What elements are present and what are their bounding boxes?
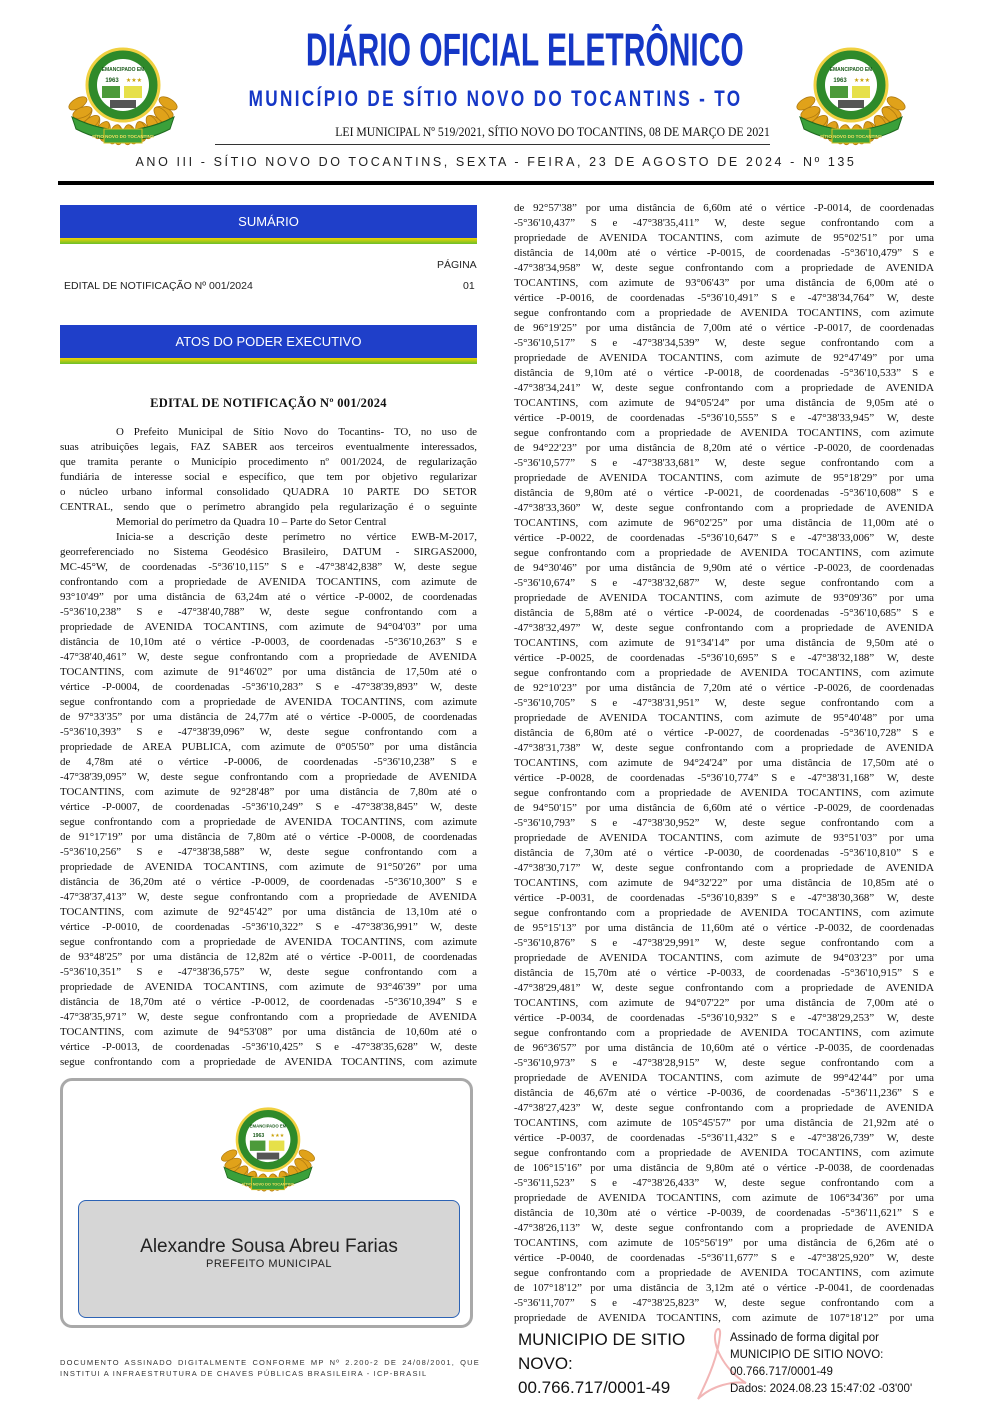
certificate-holder [518, 1328, 718, 1400]
certificate-holder-line: NOVO: [518, 1354, 573, 1373]
text-line: propriedade de AVENIDA TOCANTINS, com azimute de 107°18'12” por uma [514, 1312, 934, 1324]
text-line: distância de 46,67m até o vértice -P-0036, de coordenadas -5°36'11,236” S e [514, 1087, 934, 1099]
text-line: -47°38'26,113” W, deste segue confrontando com a propriedade de AVENIDA [514, 1222, 934, 1234]
text-line: CENTRAL, sendo que o perímetro abrangido pela regularização é o seguinte [60, 501, 477, 513]
body-column-right [514, 201, 934, 1326]
municipal-coat-of-arms-logo [212, 1088, 324, 1200]
certificate-details [730, 1330, 940, 1398]
text-line: -47°38'34,241” W, deste segue confrontando com a propriedade de AVENIDA [514, 382, 934, 394]
text-line: Inicia-se a descrição deste perímetro no vértice EWB-M-2017, [116, 531, 477, 543]
text-line: distância de 9,80m até o vértice -P-0021, de coordenadas -5°36'10,608” S e [514, 487, 934, 499]
text-line: fundiária de interesse social e específico, que tem por objetivo regularizar [60, 471, 477, 483]
text-line: segue confrontando com a propriedade de AVENIDA TOCANTINS, com azimute [60, 816, 477, 828]
text-line: distância de 10,30m até o vértice -P-0039, de coordenadas -5°36'11,621” S e [514, 1207, 934, 1219]
text-line: TOCANTINS, com azimute de 96°02'25” por uma distância de 11,00m até o [514, 517, 934, 529]
text-line: confrontando com a propriedade de AVENIDA TOCANTINS, com azimute de [60, 576, 477, 588]
text-line: -47°38'40,461” W, deste segue confrontando com a propriedade de AVENIDA [60, 651, 477, 663]
text-line: -47°38'27,423” W, deste segue confrontando com a propriedade de AVENIDA [514, 1102, 934, 1114]
certificate-detail-line: Dados: 2024.08.23 15:47:02 -03'00' [730, 1383, 913, 1395]
text-line: -47°38'31,738” W, deste segue confrontando com a propriedade de AVENIDA [514, 742, 934, 754]
signatory-role: PREFEITO MUNICIPAL [206, 1258, 332, 1270]
text-line: de 106°15'16” por uma distância de 9,80m até o vértice -P-0038, de coordenadas [514, 1162, 934, 1174]
signatory-name: Alexandre Sousa Abreu Farias [140, 1236, 398, 1257]
text-line: vértice -P-0040, de coordenadas -5°36'11,677” S e -47°38'25,920” W, deste [514, 1252, 934, 1264]
text-line: vértice -P-0010, de coordenadas -5°36'10,322” S e -47°38'36,991” W, deste [60, 921, 477, 933]
text-line: que tramita perante o Município procedimento nº 001/2024, de regularização [60, 456, 477, 468]
text-line: segue confrontando com a propriedade de AVENIDA TOCANTINS, com azimute [60, 1056, 477, 1068]
text-line: -47°38'37,413” W, deste segue confrontando com a propriedade de AVENIDA [60, 891, 477, 903]
text-line: vértice -P-0028, de coordenadas -5°36'10,774” S e -47°38'31,168” W, deste [514, 772, 934, 784]
text-line: vértice -P-0019, de coordenadas -5°36'10,555” S e -47°38'33,945” W, deste [514, 412, 934, 424]
text-line: suas atribuições legais, FAZ SABER aos terceiros eventualmente interessados, [60, 441, 477, 453]
text-line: TOCANTINS, com azimute de 94°32'22” por uma distância de 10,85m até o [514, 877, 934, 889]
text-line: Memorial do perímetro da Quadra 10 – Parte do Setor Central [116, 516, 387, 528]
text-line: vértice -P-0007, de coordenadas -5°36'10,249” S e -47°38'38,845” W, deste [60, 801, 477, 813]
certificate-detail-line: MUNICIPIO DE SITIO NOVO: [730, 1349, 884, 1361]
text-line: propriedade de AVENIDA TOCANTINS, com azimute de 93°46'39” por uma [60, 981, 477, 993]
text-line: de 97°33'35” por uma distância de 24,77m até o vértice -P-0005, de coordenadas [60, 711, 477, 723]
text-line: segue confrontando com a propriedade de AVENIDA TOCANTINS, com azimute [60, 696, 477, 708]
text-line: -5°36'10,674” S e -47°38'32,687” W, deste segue confrontando com a [514, 577, 934, 589]
svg-text:★★★: ★★★ [125, 78, 143, 84]
text-line: TOCANTINS, com azimute de 94°53'08” por uma distância de 10,60m até o [60, 1026, 477, 1038]
svg-text:EMANCIPADO EM: EMANCIPADO EM [249, 1123, 287, 1129]
text-line: vértice -P-0022, de coordenadas -5°36'10,647” S e -47°38'33,006” W, deste [514, 532, 934, 544]
text-line: distância de 10,10m até o vértice -P-0003, de coordenadas -5°36'10,263” S e [60, 636, 477, 648]
svg-text:★★★: ★★★ [270, 1133, 285, 1140]
law-reference: LEI MUNICIPAL Nº 519/2021, SÍTIO NOVO DO TOCANTINS, 08 DE MARÇO DE 2021 [335, 124, 770, 139]
text-line: vértice -P-0037, de coordenadas -5°36'11,432” S e -47°38'26,739” W, deste [514, 1132, 934, 1144]
text-line: de 96°36'57” por uma distância de 10,60m até o vértice -P-0035, de coordenadas [514, 1042, 934, 1054]
text-line: vértice -P-0031, de coordenadas -5°36'10,839” S e -47°38'30,368” W, deste [514, 892, 934, 904]
svg-text:EMANCIPADO EM: EMANCIPADO EM [101, 67, 145, 73]
svg-text:SÍTIO NOVO DO TOCANTINS: SÍTIO NOVO DO TOCANTINS [92, 134, 154, 139]
svg-text:1963: 1963 [252, 1133, 265, 1140]
text-line: segue confrontando com a propriedade de AVENIDA TOCANTINS, com azimute [514, 787, 934, 799]
section-header: ATOS DO PODER EXECUTIVO [60, 325, 477, 358]
text-line: de 91°17'19” por uma distância de 7,80m até o vértice -P-0008, de coordenadas [60, 831, 477, 843]
text-line: -5°36'10,351” S e -47°38'36,575” W, deste segue confrontando com a [60, 966, 477, 978]
text-line: o núcleo urbano informal consolidado QUADRA 10 PARTE DO SETOR [60, 486, 477, 498]
text-line: segue confrontando com a propriedade de AVENIDA TOCANTINS, com azimute [514, 1027, 934, 1039]
text-line: segue confrontando com a propriedade de AVENIDA TOCANTINS, com azimute [514, 1267, 934, 1279]
text-line: -47°38'30,717” W, deste segue confrontando com a propriedade de AVENIDA [514, 862, 934, 874]
digital-signature-legal-notice: DOCUMENTO ASSINADO DIGITALMENTE CONFORME MP Nº 2.200-2 DE 24/08/2001, QUE INSTITUI A INFRAESTRUTURA DE CHAVES PÚBLICAS BRASILEIRA - ICP-BRASIL [60, 1358, 480, 1378]
text-line: distância de 7,30m até o vértice -P-0030, de coordenadas -5°36'10,810” S e [514, 847, 934, 859]
text-line: de 93°48'25” por uma distância de 12,82m até o vértice -P-0011, de coordenadas [60, 951, 477, 963]
text-line: propriedade de AVENIDA TOCANTINS, com azimute de 95°02'51” por uma [514, 232, 934, 244]
certificate-detail-line: Assinado de forma digital por [730, 1332, 879, 1344]
text-line: -5°36'10,238” S e -47°38'40,788” W, deste segue confrontando com a [60, 606, 477, 618]
text-line: -5°36'10,577” S e -47°38'33,681” W, deste segue confrontando com a [514, 457, 934, 469]
text-line: propriedade de AVENIDA TOCANTINS, com azimute de 92°47'49” por uma [514, 352, 934, 364]
text-line: de 94°22'23” por uma distância de 8,20m até o vértice -P-0020, de coordenadas [514, 442, 934, 454]
text-line: vértice -P-0025, de coordenadas -5°36'10,695” S e -47°38'32,188” W, deste [514, 652, 934, 664]
summary-item-label[interactable]: EDITAL DE NOTIFICAÇÃO Nº 001/2024 [64, 280, 253, 292]
text-line: TOCANTINS, com azimute de 93°06'43” por uma distância de 6,00m até o [514, 277, 934, 289]
text-line: TOCANTINS, com azimute de 91°46'02” por uma distância de 17,50m até o [60, 666, 477, 678]
text-line: distância de 18,70m até o vértice -P-0012, de coordenadas -5°36'10,394” S e [60, 996, 477, 1008]
text-line: distância de 5,88m até o vértice -P-0024, de coordenadas -5°36'10,685” S e [514, 607, 934, 619]
text-line: propriedade de AVENIDA TOCANTINS, com azimute de 106°34'36” por uma [514, 1192, 934, 1204]
text-line: MC-45°W, de coordenadas -5°36'10,115” S e -47°38'42,838” W, deste segue [60, 561, 477, 573]
text-line: segue confrontando com a propriedade de AVENIDA TOCANTINS, com azimute [514, 427, 934, 439]
text-line: -5°36'11,707” S e -47°38'25,823” W, deste segue confrontando com a [514, 1297, 934, 1309]
text-line: -47°38'34,958” W, deste segue confrontando com a propriedade de AVENIDA [514, 262, 934, 274]
certificate-holder-line: 00.766.717/0001-49 [518, 1378, 671, 1397]
text-line: vértice -P-0013, de coordenadas -5°36'10,425” S e -47°38'35,628” W, deste [60, 1041, 477, 1053]
svg-text:★★★: ★★★ [853, 78, 871, 84]
municipality-subtitle: MUNICÍPIO DE SÍTIO NOVO DO TOCANTINS - TO [249, 86, 743, 111]
text-line: -5°36'10,256” S e -47°38'38,588” W, deste segue confrontando com a [60, 846, 477, 858]
text-line: segue confrontando com a propriedade de AVENIDA TOCANTINS, com azimute [514, 307, 934, 319]
text-line: -5°36'10,393” S e -47°38'39,096” W, deste segue confrontando com a [60, 726, 477, 738]
text-line: -5°36'10,876” S e -47°38'29,991” W, deste segue confrontando com a [514, 937, 934, 949]
text-line: -47°38'32,497” W, deste segue confrontando com a propriedade de AVENIDA [514, 622, 934, 634]
text-line: vértice -P-0034, de coordenadas -5°36'10,932” S e -47°38'29,253” W, deste [514, 1012, 934, 1024]
text-line: de 4,78m até o vértice -P-0006, de coordenadas -5°36'10,238” S e [60, 756, 477, 768]
text-line: 93°10'49” por uma distância de 63,24m até o vértice -P-0002, de coordenadas [60, 591, 477, 603]
text-line: -5°36'10,517” S e -47°38'34,539” W, deste segue confrontando com a [514, 337, 934, 349]
text-line: -5°36'10,973” S e -47°38'28,915” W, deste segue confrontando com a [514, 1057, 934, 1069]
text-line: distância de 9,10m até o vértice -P-0018, de coordenadas -5°36'10,533” S e [514, 367, 934, 379]
body-column-left [60, 425, 477, 1070]
text-line: georreferenciado no Sistema Geodésico Brasileiro, DATUM - SIRGAS2000, [60, 546, 477, 558]
text-line: vértice -P-0016, de coordenadas -5°36'10,491” S e -47°38'34,764” W, deste [514, 292, 934, 304]
text-line: segue confrontando com a propriedade de AVENIDA TOCANTINS, com azimute [514, 667, 934, 679]
text-line: -5°36'10,437” S e -47°38'35,411” W, deste segue confrontando com a [514, 217, 934, 229]
page-column-label: PÁGINA [437, 259, 477, 271]
text-line: segue confrontando com a propriedade de AVENIDA TOCANTINS, com azimute [514, 907, 934, 919]
certificate-detail-line: 00.766.717/0001-49 [730, 1366, 833, 1378]
text-line: -47°38'35,971” W, deste segue confrontando com a propriedade de AVENIDA [60, 1011, 477, 1023]
text-line: TOCANTINS, com azimute de 105°56'19” por uma distância de 6,26m até o [514, 1237, 934, 1249]
text-line: propriedade de AVENIDA TOCANTINS, com azimute de 99°42'44” por uma [514, 1072, 934, 1084]
text-line: distância de 6,80m até o vértice -P-0027, de coordenadas -5°36'10,728” S e [514, 727, 934, 739]
text-line: TOCANTINS, com azimute de 91°34'14” por uma distância de 9,50m até o [514, 637, 934, 649]
text-line: TOCANTINS, com azimute de 94°05'24” por uma distância de 9,05m até o [514, 397, 934, 409]
text-line: -47°38'33,360” W, deste segue confrontando com a propriedade de AVENIDA [514, 502, 934, 514]
text-line: propriedade de AREA PUBLICA, com azimute de 0°05'50” por uma distância [60, 741, 477, 753]
text-line: propriedade de AVENIDA TOCANTINS, com azimute de 93°51'03” por uma [514, 832, 934, 844]
divider [215, 144, 770, 145]
text-line: O Prefeito Municipal de Sítio Novo do Tocantins- TO, no uso de [116, 426, 477, 438]
text-line: segue confrontando com a propriedade de AVENIDA TOCANTINS, com azimute [60, 936, 477, 948]
summary-header: SUMÁRIO [60, 205, 477, 238]
svg-text:SÍTIO NOVO DO TOCANTINS: SÍTIO NOVO DO TOCANTINS [241, 1181, 295, 1187]
svg-text:SÍTIO NOVO DO TOCANTINS: SÍTIO NOVO DO TOCANTINS [820, 134, 882, 139]
header-divider [58, 181, 934, 185]
text-line: -5°36'10,793” S e -47°38'30,952” W, deste segue confrontando com a [514, 817, 934, 829]
text-line: de 94°50'15” por uma distância de 6,60m até o vértice -P-0029, de coordenadas [514, 802, 934, 814]
text-line: -5°36'10,705” S e -47°38'31,951” W, deste segue confrontando com a [514, 697, 934, 709]
text-line: propriedade de AVENIDA TOCANTINS, com azimute de 94°04'03” por uma [60, 621, 477, 633]
text-line: segue confrontando com a propriedade de AVENIDA TOCANTINS, com azimute [514, 547, 934, 559]
svg-text:1963: 1963 [105, 78, 119, 84]
text-line: propriedade de AVENIDA TOCANTINS, com azimute de 94°03'23” por uma [514, 952, 934, 964]
text-line: de 92°57'38” por uma distância de 6,60m até o vértice -P-0014, de coordenadas [514, 202, 934, 214]
text-line: segue confrontando com a propriedade de AVENIDA TOCANTINS, com azimute [514, 1147, 934, 1159]
text-line: de 107°18'12” por uma distância de 3,12m até o vértice -P-0041, de coordenadas [514, 1282, 934, 1294]
text-line: propriedade de AVENIDA TOCANTINS, com azimute de 91°50'26” por uma [60, 861, 477, 873]
text-line: TOCANTINS, com azimute de 94°07'22” por uma distância de 7,00m até o [514, 997, 934, 1009]
summary-item-page: 01 [463, 280, 475, 292]
text-line: -47°38'29,481” W, deste segue confrontando com a propriedade de AVENIDA [514, 982, 934, 994]
text-line: TOCANTINS, com azimute de 92°45'42” por uma distância de 13,10m até o [60, 906, 477, 918]
text-line: vértice -P-0004, de coordenadas -5°36'10,283” S e -47°38'39,893” W, deste [60, 681, 477, 693]
text-line: distância de 14,00m até o vértice -P-0015, de coordenadas -5°36'10,479” S e [514, 247, 934, 259]
text-line: -5°36'11,523” S e -47°38'26,433” W, deste segue confrontando com a [514, 1177, 934, 1189]
svg-text:EMANCIPADO EM: EMANCIPADO EM [829, 67, 873, 73]
svg-text:1963: 1963 [833, 78, 847, 84]
text-line: distância de 15,70m até o vértice -P-0033, de coordenadas -5°36'10,915” S e [514, 967, 934, 979]
newspaper-title: DIÁRIO OFICIAL ELETRÔNICO [305, 24, 744, 76]
text-line: de 92°10'23” por uma distância de 7,20m até o vértice -P-0026, de coordenadas [514, 682, 934, 694]
document-heading: EDITAL DE NOTIFICAÇÃO Nº 001/2024 [150, 396, 387, 410]
text-line: -47°38'39,095” W, deste segue confrontando com a propriedade de AVENIDA [60, 771, 477, 783]
text-line: TOCANTINS, com azimute de 94°24'24” por uma distância de 17,50m até o [514, 757, 934, 769]
text-line: de 95°15'13” por uma distância de 11,60m até o vértice -P-0032, de coordenadas [514, 922, 934, 934]
text-line: distância de 36,20m até o vértice -P-0009, de coordenadas -5°36'10,300” S e [60, 876, 477, 888]
text-line: de 94°30'46” por uma distância de 9,90m até o vértice -P-0023, de coordenadas [514, 562, 934, 574]
text-line: propriedade de AVENIDA TOCANTINS, com azimute de 95°40'48” por uma [514, 712, 934, 724]
text-line: propriedade de AVENIDA TOCANTINS, com azimute de 93°09'36” por uma [514, 592, 934, 604]
text-line: propriedade de AVENIDA TOCANTINS, com azimute de 95°18'29” por uma [514, 472, 934, 484]
text-line: TOCANTINS, com azimute de 92°28'48” por uma distância de 7,80m até o [60, 786, 477, 798]
edition-line: ANO III - SÍTIO NOVO DO TOCANTINS, SEXTA - FEIRA, 23 DE AGOSTO DE 2024 - Nº 135 [135, 155, 857, 169]
text-line: de 96°19'25” por uma distância de 7,00m até o vértice -P-0017, de coordenadas [514, 322, 934, 334]
certificate-holder-line: MUNICIPIO DE SITIO [518, 1330, 686, 1349]
text-line: TOCANTINS, com azimute de 105°45'57” por uma distância de 21,92m até o [514, 1117, 934, 1129]
